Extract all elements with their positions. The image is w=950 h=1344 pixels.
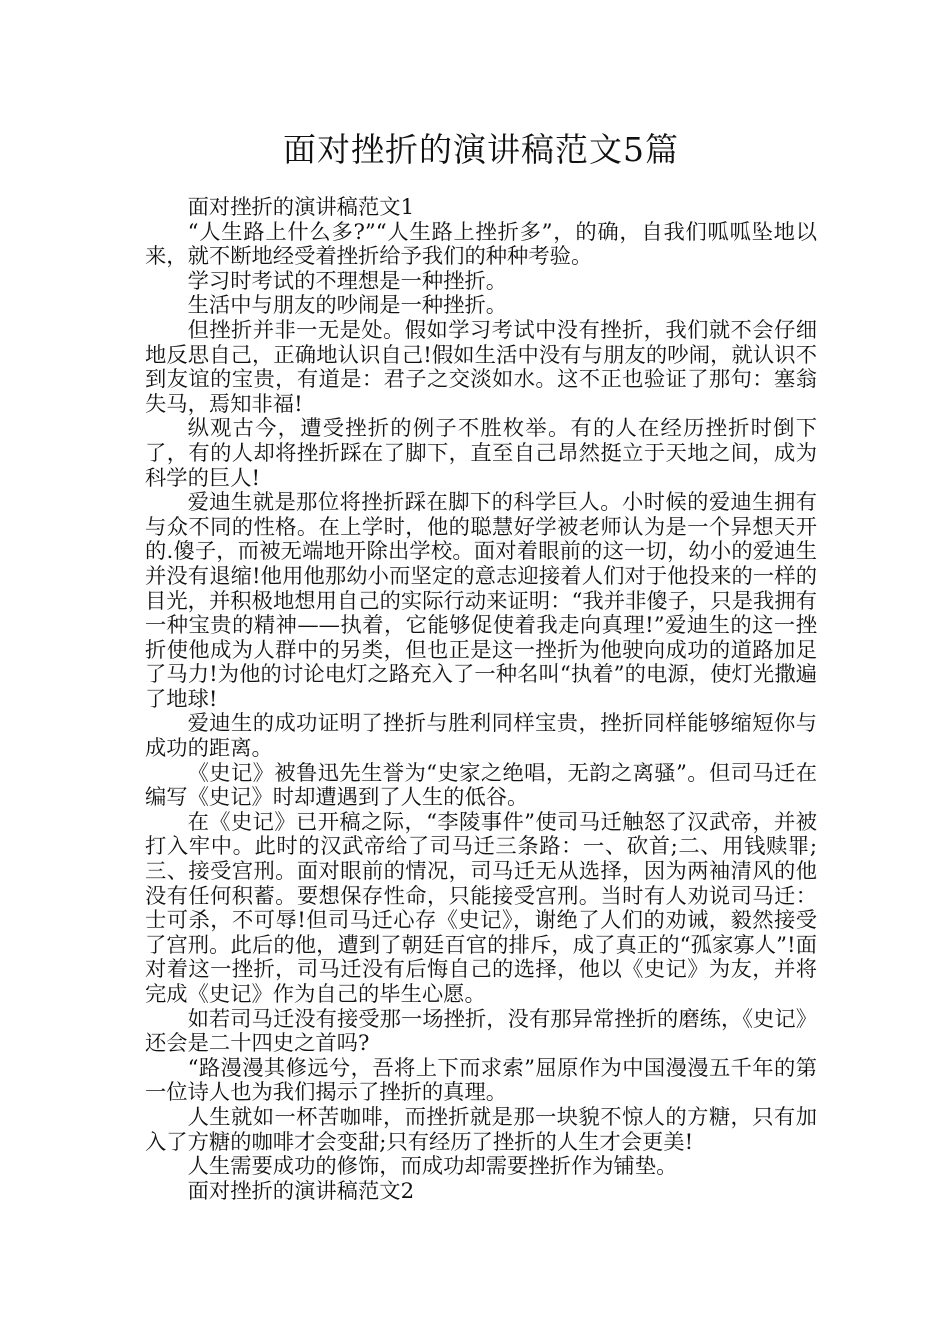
paragraph: 学习时考试的不理想是一种挫折。 <box>187 268 508 294</box>
paragraph: 但挫折并非一无是处。假如学习考试中没有挫折，我们就不会仔细地反思自己，正确地认识自己!假如生活中没有与朋友的吵闹，就认识不到友谊的宝贵，有道是：君子之交淡如水。这不正也验证了那句：塞翁失马，焉知非福! <box>145 317 817 417</box>
document-title: 面对挫折的演讲稿范文5篇 <box>283 130 679 169</box>
paragraph: 如若司马迁没有接受那一场挫折，没有那异常挫折的磨练，《史记》还会是二十四史之首吗? <box>145 1006 817 1057</box>
paragraph: 人生就如一杯苦咖啡，而挫折就是那一块貌不惊人的方糖，只有加入了方糖的咖啡才会变甜;只有经历了挫折的人生才会更美! <box>145 1104 817 1155</box>
paragraph: 爱迪生的成功证明了挫折与胜利同样宝贵，挫折同样能够缩短你与成功的距离。 <box>145 711 817 762</box>
paragraph: 生活中与朋友的吵闹是一种挫折。 <box>187 293 508 319</box>
paragraph: 人生需要成功的修饰，而成功却需要挫折作为铺垫。 <box>187 1154 678 1180</box>
document-body <box>145 196 817 1204</box>
paragraph: 爱迪生就是那位将挫折踩在脚下的科学巨人。小时候的爱迪生拥有与众不同的性格。在上学时，他的聪慧好学被老师认为是一个异想天开的.傻子，而被无端地开除出学校。面对着眼前的这一切，幼小的爱迪生并没有退缩!他用他那幼小而坚定的意志迎接着人们对于他投来的一样的目光，并积极地想用自己的实际行动来证明：“我并非傻子，只是我拥有一种宝贵的精神——执着，它能够促使着我走向真理!”爱迪生的这一挫折使他成为人群中的另类，但也正是这一挫折为他驶向成功的道路加足了马力!为他的讨论电灯之路充入了一种名叫“执着”的电源，使灯光撒遍了地球! <box>145 490 817 712</box>
paragraph: 纵观古今，遭受挫折的例子不胜枚举。有的人在经历挫折时倒下了，有的人却将挫折踩在了脚下，直至自己昂然挺立于天地之间，成为科学的巨人! <box>145 416 817 491</box>
paragraph: “人生路上什么多?”“人生路上挫折多”，的确，自我们呱呱坠地以来，就不断地经受着挫折给予我们的种种考验。 <box>145 219 817 270</box>
document-page <box>145 128 817 1204</box>
subheading-essay-2: 面对挫折的演讲稿范文2 <box>187 1178 415 1204</box>
paragraph: 《史记》被鲁迅先生誉为“史家之绝唱，无韵之离骚”。但司马迁在编写《史记》时却遭遇到了人生的低谷。 <box>145 760 817 811</box>
paragraph: 在《史记》已开稿之际，“李陵事件”使司马迁触怒了汉武帝，并被打入牢中。此时的汉武帝给了司马迁三条路：一、砍首;二、用钱赎罪;三、接受宫刑。面对眼前的情况，司马迁无从选择，因为两袖清风的他没有任何积蓄。要想保存性命，只能接受宫刑。当时有人劝说司马迁：士可杀，不可辱!但司马迁心存《史记》，谢绝了人们的劝诫，毅然接受了宫刑。此后的他，遭到了朝廷百官的排斥，成了真正的“孤家寡人”!面对着这一挫折，司马迁没有后悔自己的选择，他以《史记》为友，并将完成《史记》作为自己的毕生心愿。 <box>145 809 817 1007</box>
paragraph: “路漫漫其修远兮，吾将上下而求索”屈原作为中国漫漫五千年的第一位诗人也为我们揭示了挫折的真理。 <box>145 1055 817 1106</box>
subheading-essay-1: 面对挫折的演讲稿范文1 <box>187 195 415 220</box>
